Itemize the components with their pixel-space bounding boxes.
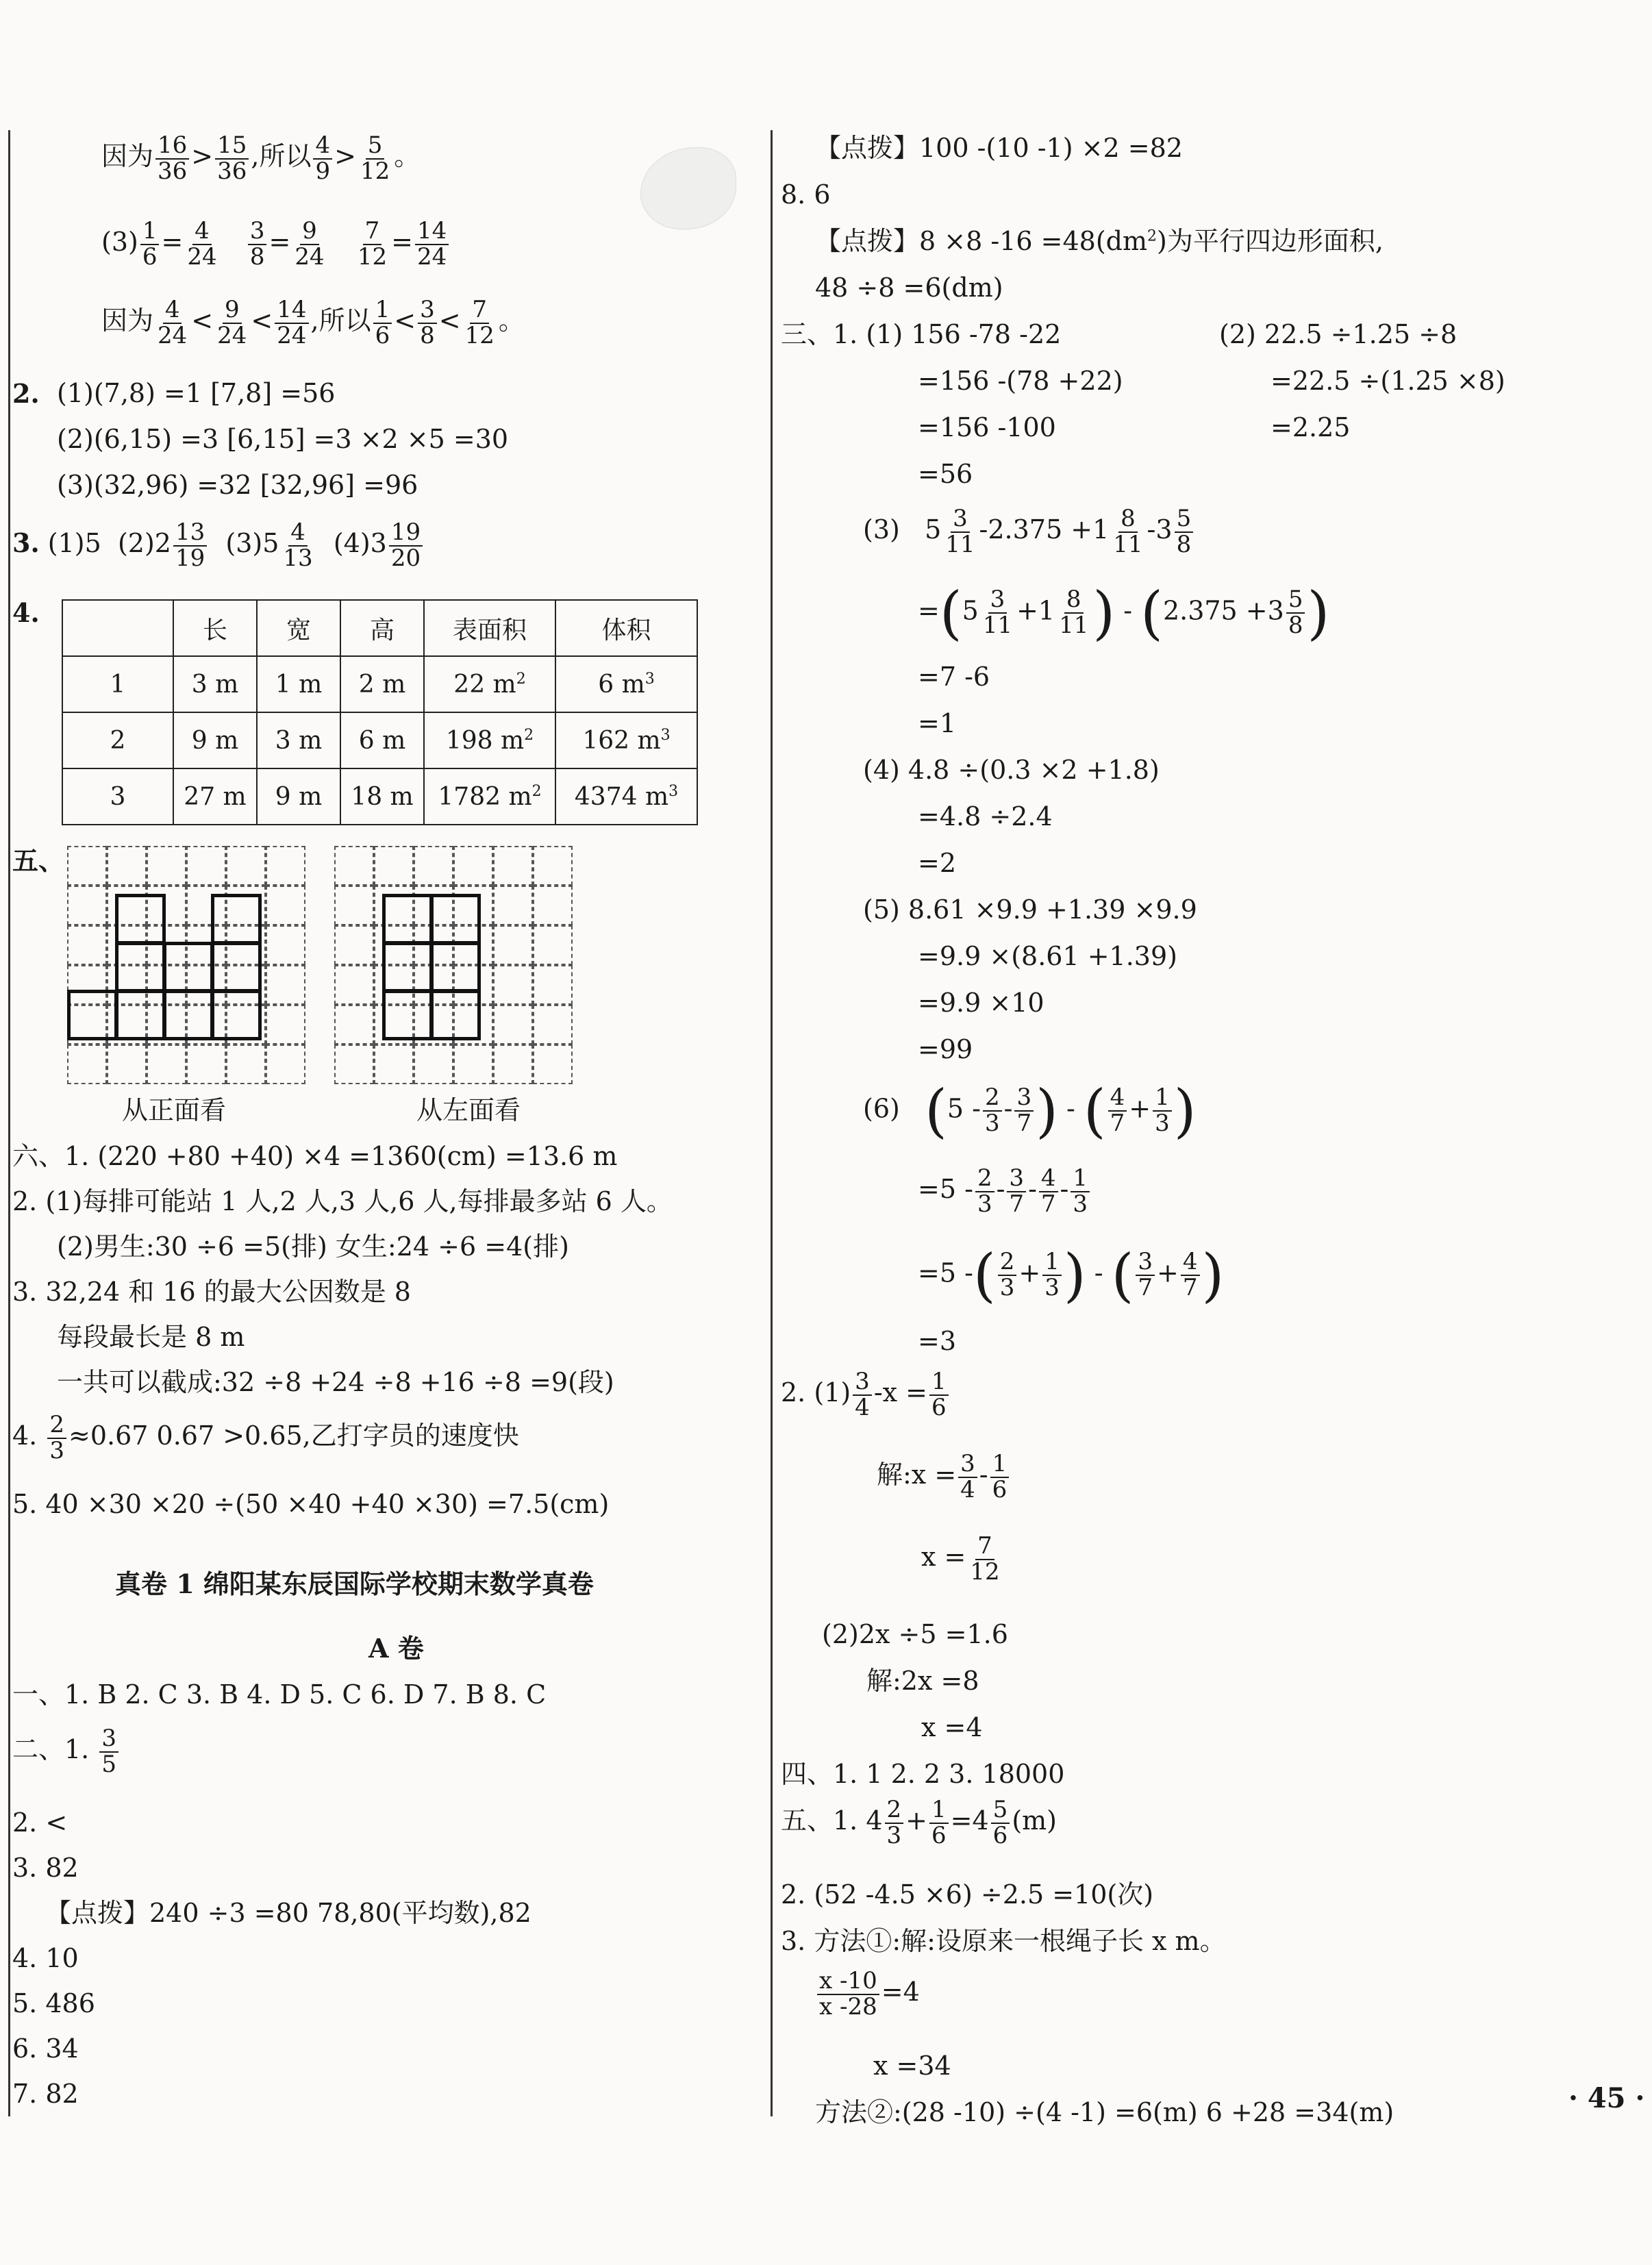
table-row: [62, 768, 697, 825]
grid-cell: [266, 846, 305, 886]
front-view-caption: 从正面看: [122, 1095, 227, 1125]
grid-cell: [226, 846, 266, 886]
table-cell: 1782 $m^2$: [424, 768, 555, 825]
table-header-cell: [62, 600, 173, 656]
exam-title: 真卷 1 绵阳某东辰国际学校期末数学真卷: [115, 1568, 594, 1599]
s6-q2-a: 2. (1)每排可能站 1 人,2 人,3 人,6 人,每排最多站 6 人。: [12, 1186, 673, 1216]
s1-answers: 一、1. B 2. C 3. B 4. D 5. C 6. D 7. B 8. C: [12, 1679, 547, 1710]
s2-q2: 2. <: [12, 1807, 68, 1838]
eq-2-line-1: (2)2x ÷5 =1.6: [822, 1619, 1008, 1649]
grid-cell: [493, 846, 533, 886]
calc-2-line-1: (2) 22.5 ÷1.25 ÷8: [1219, 319, 1457, 349]
calc-6-line-4: =3: [918, 1326, 957, 1356]
calc-5-line-4: =99: [918, 1034, 973, 1064]
table-header-cell: 长: [173, 600, 257, 656]
s5-q3-c: x =34: [873, 2051, 951, 2081]
grid-cell: [266, 1044, 305, 1084]
s6-q3-b: 每段最长是 8 m: [57, 1322, 245, 1352]
grid-cell: [453, 846, 493, 886]
grid-cell: [266, 925, 305, 965]
grid-cell: [67, 1044, 107, 1084]
grid-cell: [107, 1044, 147, 1084]
view-square: [163, 942, 214, 992]
left-view-caption: 从左面看: [416, 1095, 521, 1125]
table-cell: 9 m: [173, 712, 257, 768]
q8-answer: 8. 6: [781, 179, 831, 210]
left-margin-rule: [8, 130, 10, 2116]
grid-cell: [533, 1005, 573, 1044]
view-square: [211, 990, 262, 1040]
page-number: · 45 ·: [1568, 2082, 1645, 2114]
calc-6-line-2: =5 - $\frac{2}{3}$ - $\frac{3}{7}$ - $\frac{4}{7}$ - $\frac{1}{3}$: [918, 1166, 1092, 1216]
calc-3-line-4: =1: [918, 708, 957, 738]
view-square: [430, 990, 481, 1040]
grid-cell: [493, 965, 533, 1005]
front-view-grid: [67, 846, 307, 1086]
convert-line-3: (3) $\frac{1}{6}$ = $\frac{4}{24}$ $\frac{3}{8}$ = $\frac{9}{24}$ $\frac{7}{12}$ = $\frac{14}{24}$: [101, 219, 451, 269]
section-5-label: 五、: [12, 845, 65, 876]
table-header-row: [62, 600, 697, 656]
table-cell: 22 $m^2$: [424, 656, 555, 712]
view-square: [115, 942, 166, 992]
s2-q1: 二、1. $\frac{3}{5}$: [12, 1727, 121, 1777]
grid-cell: [414, 846, 453, 886]
grid-cell: [147, 846, 186, 886]
grid-cell: [493, 1044, 533, 1084]
eq-2-line-2: 解:2x =8: [866, 1666, 979, 1696]
calc-6-line-3: =5 -( $\frac{2}{3}$ + $\frac{1}{3}$ ) - ( $\frac{3}{7}$ + $\frac{4}{7}$ ): [918, 1242, 1225, 1309]
s4-answers: 四、1. 1 2. 2 3. 18000: [781, 1759, 1065, 1789]
s5-q3-a: 3. 方法①:解:设原来一根绳子长 x m。: [781, 1926, 1226, 1956]
table-header-cell: 体积: [555, 600, 697, 656]
view-square: [211, 942, 262, 992]
table-header-cell: 宽: [257, 600, 340, 656]
table-cell: 4374 $m^3$: [555, 768, 697, 825]
calc-3-line-1: (3) 5 $\frac{3}{11}$ -2.375 +1 $\frac{8}{11}$ -3 $\frac{5}{8}$: [863, 507, 1195, 557]
table-cell: 198 $m^2$: [424, 712, 555, 768]
view-square: [382, 990, 433, 1040]
grid-cell: [266, 886, 305, 925]
s6-q5: 5. 40 ×30 ×20 ÷(50 ×40 +40 ×30) =7.5(cm): [12, 1489, 610, 1519]
grid-cell: [533, 1044, 573, 1084]
s6-q1: 六、1. (220 +80 +40) ×4 =1360(cm) =13.6 m: [12, 1141, 618, 1171]
calc-5-line-3: =9.9 ×10: [918, 988, 1044, 1018]
table-cell: 18 m: [340, 768, 424, 825]
table-cell: 3 m: [173, 656, 257, 712]
grid-cell: [334, 925, 374, 965]
s6-q4: 4. $\frac{2}{3}$ ≈0.67 0.67 >0.65,乙打字员的速度快: [12, 1411, 519, 1464]
s5-q2: 2. (52 -4.5 ×6) ÷2.5 =10(次): [781, 1879, 1154, 1910]
grid-cell: [266, 965, 305, 1005]
grid-cell: [493, 925, 533, 965]
grid-cell: [67, 886, 107, 925]
s6-q3-a: 3. 32,24 和 16 的最大公因数是 8: [12, 1277, 411, 1307]
q2-line-1: (1)(7,8) =1 [7,8] =56: [57, 378, 336, 408]
s5-q3-d: 方法②:(28 -10) ÷(4 -1) =6(m) 6 +28 =34(m): [815, 2097, 1394, 2127]
eq-1-line-2: 解:x = $\frac{3}{4}$ - $\frac{1}{6}$: [877, 1452, 1011, 1502]
eq-2-line-3: x =4: [921, 1712, 983, 1742]
table-row: [62, 712, 697, 768]
grid-cell: [414, 1044, 453, 1084]
view-square: [430, 942, 481, 992]
view-square: [382, 942, 433, 992]
calc-1-line-2: =156 -(78 +22): [918, 366, 1123, 396]
table-cell: 3 m: [257, 712, 340, 768]
hint-82: 【点拨】100 -(10 -1) ×2 =82: [815, 133, 1183, 163]
calc-3-line-2: =(5 $\frac{3}{11}$ +1 $\frac{8}{11}$ ) - (2.375 +3 $\frac{5}{8}$ ): [918, 579, 1330, 647]
calc-5-line-1: (5) 8.61 ×9.9 +1.39 ×9.9: [863, 894, 1197, 925]
q2-number: 2.: [12, 378, 40, 409]
grid-cell: [107, 846, 147, 886]
compare-line-2: 因为 $\frac{4}{24}$ < $\frac{9}{24}$ < $\frac{14}{24}$ ,所以 $\frac{1}{6}$ < $\frac{3}{8}$ < $\frac{7}{12}$ 。: [101, 296, 525, 349]
table-cell: 1 m: [257, 656, 340, 712]
table-row: [62, 656, 697, 712]
calc-4-line-3: =2: [918, 848, 957, 878]
grid-cell: [186, 846, 226, 886]
calc-2-line-3: =2.25: [1271, 412, 1351, 442]
center-column-rule: [771, 130, 773, 2116]
dimensions-table: [62, 599, 698, 825]
view-square: [211, 894, 262, 944]
grid-cell: [334, 1005, 374, 1044]
view-square: [67, 990, 118, 1040]
q2-line-2: (2)(6,15) =3 [6,15] =3 ×2 ×5 =30: [57, 424, 509, 454]
calc-6-line-1: (6) (5 - $\frac{2}{3}$ - $\frac{3}{7}$ ) - ( $\frac{4}{7}$ + $\frac{1}{3}$ ): [863, 1077, 1197, 1144]
calc-1-line-1: 三、1. (1) 156 -78 -22: [781, 319, 1062, 349]
grid-cell: [374, 846, 414, 886]
calc-5-line-2: =9.9 ×(8.61 +1.39): [918, 941, 1177, 971]
q3-line: 3. (1)5 (2)2 $\frac{13}{19}$ (3)5 $\frac{4}{13}$ (4)3 $\frac{19}{20}$: [12, 521, 425, 571]
table-header-cell: 表面积: [424, 600, 555, 656]
calc-4-line-1: (4) 4.8 ÷(0.3 ×2 +1.8): [863, 755, 1160, 785]
grid-cell: [334, 846, 374, 886]
s2-q5: 5. 486: [12, 1988, 95, 2018]
grid-cell: [533, 925, 573, 965]
view-square: [163, 990, 214, 1040]
calc-3-line-3: =7 -6: [918, 662, 990, 692]
s2-q3: 3. 82: [12, 1853, 79, 1883]
table-cell: 27 m: [173, 768, 257, 825]
view-square: [430, 894, 481, 944]
calc-1-line-3: =156 -100: [918, 412, 1056, 442]
grid-cell: [533, 886, 573, 925]
s2-q7: 7. 82: [12, 2079, 79, 2109]
grid-cell: [186, 1044, 226, 1084]
q8-hint: 【点拨】8 ×8 $-16 =48(dm^2)$为平行四边形面积,: [815, 226, 1384, 256]
grid-cell: [533, 965, 573, 1005]
view-square: [115, 990, 166, 1040]
view-square: [115, 894, 166, 944]
grid-cell: [334, 886, 374, 925]
table-cell: 2: [62, 712, 173, 768]
table-cell: 2 m: [340, 656, 424, 712]
s2-hint: 【点拨】240 ÷3 =80 78,80(平均数),82: [45, 1898, 531, 1928]
grid-cell: [147, 1044, 186, 1084]
s2-q4: 4. 10: [12, 1943, 79, 1973]
grid-cell: [453, 1044, 493, 1084]
q4-number: 4.: [12, 597, 40, 628]
calc-2-line-2: =22.5 ÷(1.25 ×8): [1271, 366, 1505, 396]
grid-cell: [266, 1005, 305, 1044]
table-cell: 6 $m^3$: [555, 656, 697, 712]
a-juan-heading: A 卷: [368, 1633, 424, 1664]
table-header-cell: 高: [340, 600, 424, 656]
grid-cell: [533, 846, 573, 886]
grid-cell: [374, 1044, 414, 1084]
grid-cell: [493, 886, 533, 925]
calc-4-line-2: =4.8 ÷2.4: [918, 801, 1053, 831]
grid-cell: [67, 925, 107, 965]
grid-cell: [493, 1005, 533, 1044]
eq-1-line-1: 2. (1) $\frac{3}{4}$ -x = $\frac{1}{6}$: [781, 1370, 951, 1420]
stamp-mark: [640, 147, 736, 229]
grid-cell: [226, 1044, 266, 1084]
eq-1-line-3: x = $\frac{7}{12}$: [921, 1532, 1000, 1586]
s6-q3-c: 一共可以截成:32 ÷8 +24 ÷8 +16 ÷8 =9(段): [57, 1367, 614, 1397]
table-cell: 1: [62, 656, 173, 712]
grid-cell: [67, 846, 107, 886]
s2-q6: 6. 34: [12, 2034, 79, 2064]
grid-cell: [334, 965, 374, 1005]
table-cell: 9 m: [257, 768, 340, 825]
s5-q3-b: $\frac{x -10}{x -28}$ =4: [815, 1969, 920, 2019]
s6-q2-b: (2)男生:30 ÷6 =5(排) 女生:24 ÷6 =4(排): [57, 1231, 569, 1262]
table-cell: 162 $m^3$: [555, 712, 697, 768]
q8-hint-2: 48 ÷8 =6(dm): [815, 273, 1003, 303]
table-cell: 3: [62, 768, 173, 825]
calc-1-line-4: =56: [918, 459, 973, 489]
table-cell: 6 m: [340, 712, 424, 768]
grid-cell: [334, 1044, 374, 1084]
compare-line-1: 因为 $\frac{16}{36}$ > $\frac{15}{36}$ ,所以 $\frac{4}{9}$ > $\frac{5}{12}$ 。: [101, 132, 421, 185]
q2-line-3: (3)(32,96) =32 [32,96] =96: [57, 470, 418, 500]
left-view-grid: [334, 846, 574, 1086]
s5-q1: 五、1. 4 $\frac{2}{3}$ + $\frac{1}{6}$ =4 $\frac{5}{6}$ (m): [781, 1796, 1057, 1849]
view-square: [382, 894, 433, 944]
